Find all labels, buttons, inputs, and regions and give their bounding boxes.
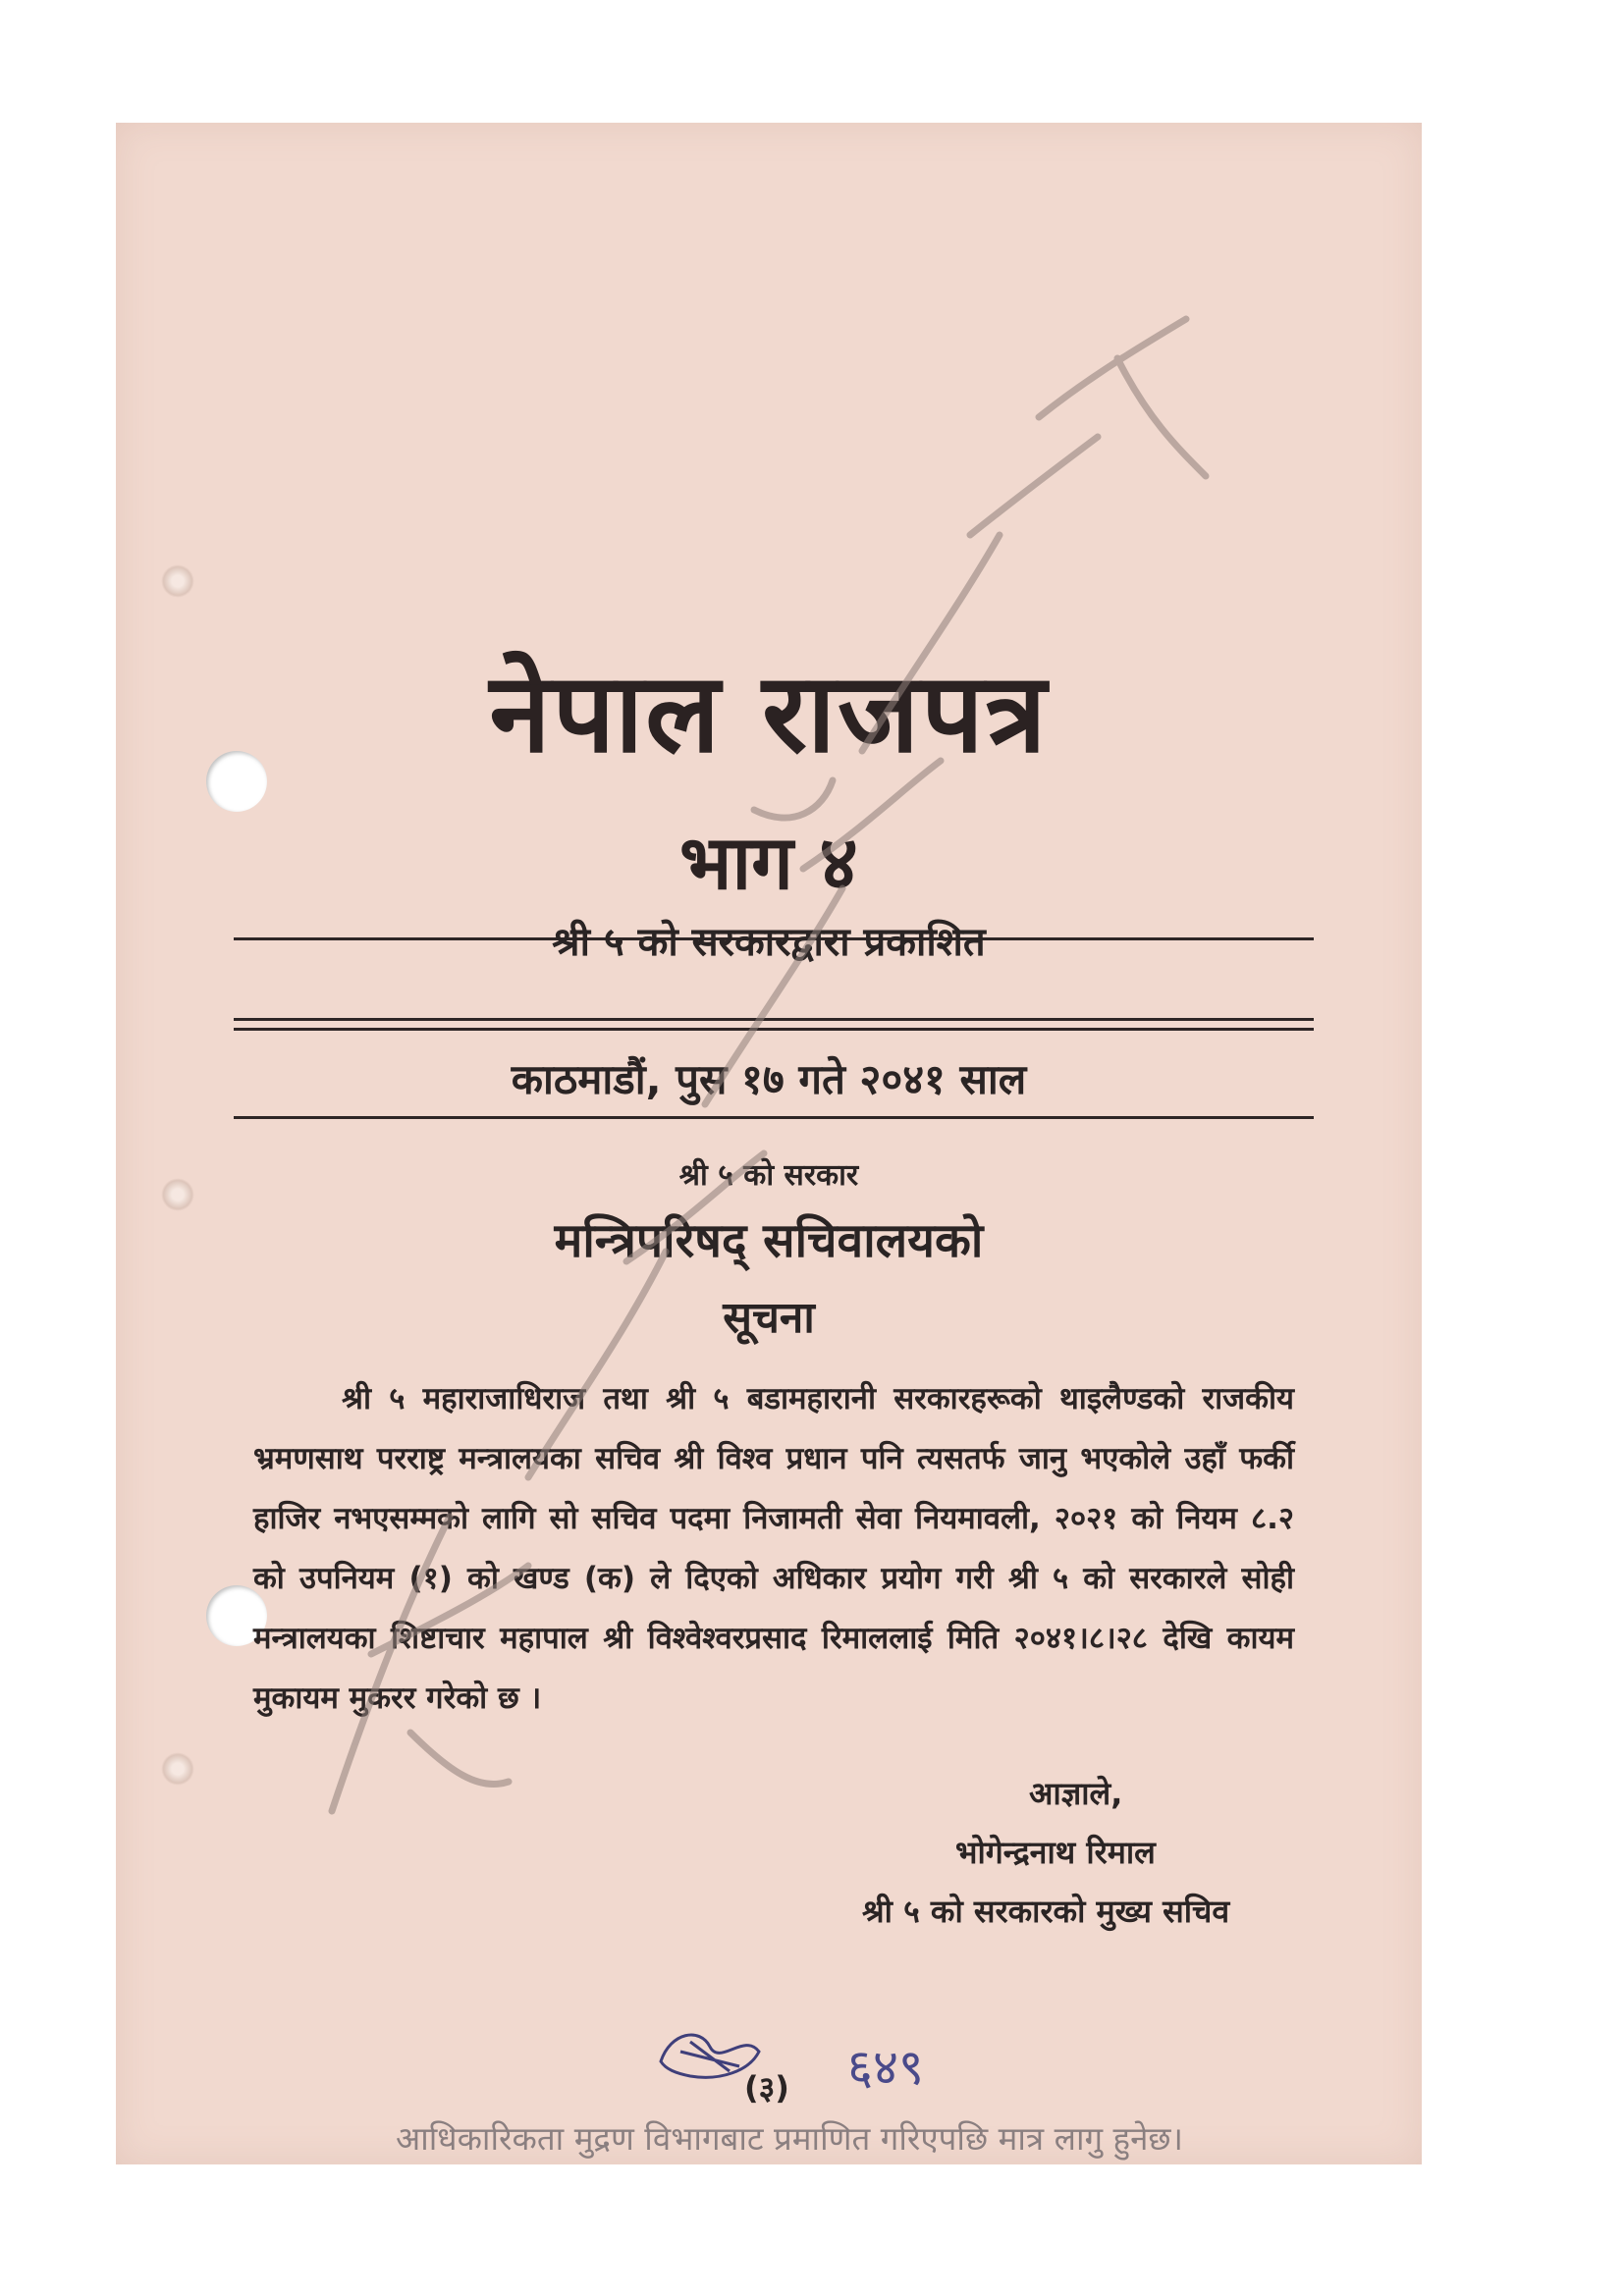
signature-order: आज्ञाले,	[1029, 1775, 1123, 1812]
signatory-name: भोगेन्द्रनाथ रिमाल	[955, 1834, 1156, 1871]
authenticity-note: आधिकारिकता मुद्रण विभागबाट प्रमाणित गरिएपछि मात्र लागु हुनेछ।	[396, 2119, 1184, 2158]
diagonal-handwritten-watermark	[116, 123, 1422, 2164]
gazette-page	[116, 123, 1422, 2164]
divider	[234, 1116, 1314, 1119]
signatory-title: श्री ५ को सरकारको मुख्य सचिव	[862, 1893, 1230, 1930]
page-number: (३)	[744, 2069, 789, 2107]
staple-mark	[161, 1752, 194, 1786]
divider	[234, 1018, 1314, 1021]
issuing-office: मन्त्रिपरिषद् सचिवालयको	[554, 1213, 984, 1268]
gazette-part: भाग ४	[679, 819, 858, 906]
dateline: काठमाडौं, पुस १७ गते २०४१ साल	[511, 1055, 1027, 1103]
staple-mark	[161, 564, 194, 598]
gazette-title: नेपाल राजपत्र	[489, 650, 1049, 777]
handwritten-page-number: ६४९	[847, 2039, 924, 2096]
divider	[234, 1028, 1314, 1031]
notice-title: सूचना	[723, 1293, 815, 1343]
issuing-government: श्री ५ को सरकार	[678, 1158, 859, 1193]
publisher-line: श्री ५ को सरकारद्वारा प्रकाशित	[552, 920, 986, 965]
notice-body: श्री ५ महाराजाधिराज तथा श्री ५ बडामहारानी सरकारहरूको थाइलैण्डको राजकीय भ्रमणसाथ परराष्ट्र मन्त्रालयका सचिव श्री विश्व प्रधान पनि त्यसतर्फ जानु भएकोले उहाँ फर्की हाजिर नभएसम्मको लागि सो सचिव पदमा निजामती सेवा नियमावली, २०२१ को नियम ८.२ को उपनियम (१) को खण्ड (क) ले दिएको अधिकार प्रयोग गरी श्री ५ को सरकारले सोही मन्त्रालयका शिष्टाचार महापाल श्री विश्वेश्वरप्रसाद रिमाललाई मिति २०४१।८।२८ देखि कायम मुकायम मुकरर गरेको छ ।	[253, 1381, 1294, 1716]
